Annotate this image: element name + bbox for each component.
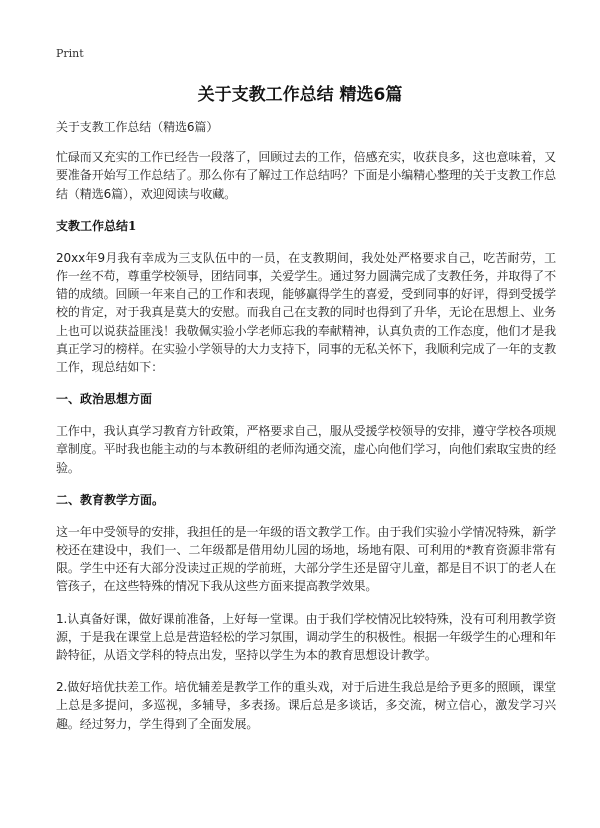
section-heading: 支教工作总结1 [56,218,137,233]
intro-paragraph: 忙碌而又充实的工作已经告一段落了，回顾过去的工作，倍感充实，收获良多，这也意味着，又要准备开始写工作总结了。那么你有了解过工作总结吗？下面是小编精心整理的关于支教工作总结（精选6篇），欢迎阅读与收藏。 [56,150,556,201]
document-body [56,118,556,747]
body-paragraph: 这一年中受领导的安排，我担任的是一年级的语文教学工作。由于我们实验小学情况特殊，新学校还在建设中，我们一、二年级都是借用幼儿园的场地，场地有限、可利用的*教育资源非常有限。学生中还有大部分没读过正规的学前班，大部分学生还是留守儿童，都是目不识丁的老人在管孩子，在这些特殊的情况下我从这些方面来提高教学效果。 [56,524,556,594]
body-paragraph: 2.做好培优扶差工作。培优辅差是教学工作的重头戏，对于后进生我总是给予更多的照顾，课堂上总是多提问，多巡视，多辅导，多表扬。课后总是多谈话，多交流，树立信心，激发学习兴趣。经过努力，学生得到了全面发展。 [56,680,556,731]
print-link[interactable]: Print [56,47,84,60]
document-subtitle: 关于支教工作总结（精选6篇） [56,120,219,134]
body-paragraph: 工作中，我认真学习教育方针政策，严格要求自己，服从受援学校领导的安排，遵守学校各项规章制度。平时我也能主动的与本教研组的老师沟通交流，虚心向他们学习，向他们索取宝贵的经验。 [56,424,556,475]
body-paragraph: 20xx年9月我有幸成为三支队伍中的一员，在支教期间，我处处严格要求自己，吃苦耐劳，工作一丝不苟，尊重学校领导，团结同事，关爱学生。通过努力圆满完成了支教任务，并取得了不错的成绩。回顾一年来自己的工作和表现，能够赢得学生的喜爱，受到同事的好评，得到受援学校的肯定，对于我真是莫大的安慰。而我自己在支教的同时也得到了升华，无论在思想上、业务上也可以说获益匪浅！我敬佩实验小学老师忘我的奉献精神，认真负责的工作态度，他们才是我真正学习的榜样。在实验小学领导的大力支持下，同事的无私关怀下，我顺利完成了一年的支教工作，现总结如下： [56,250,556,375]
section-heading: 一、政治思想方面 [56,392,153,407]
body-paragraph: 1.认真备好课，做好课前准备，上好每一堂课。由于我们学校情况比较特殊，没有可利用教学资源，于是我在课堂上总是营造轻松的学习氛围，调动学生的积极性。根据一年级学生的心理和年龄特征，从语文学科的特点出发，坚持以学生为本的教育思想设计教学。 [56,611,556,663]
document-title: 关于支教工作总结 精选6篇 [197,85,403,105]
section-heading: 二、教育教学方面。 [56,492,165,507]
